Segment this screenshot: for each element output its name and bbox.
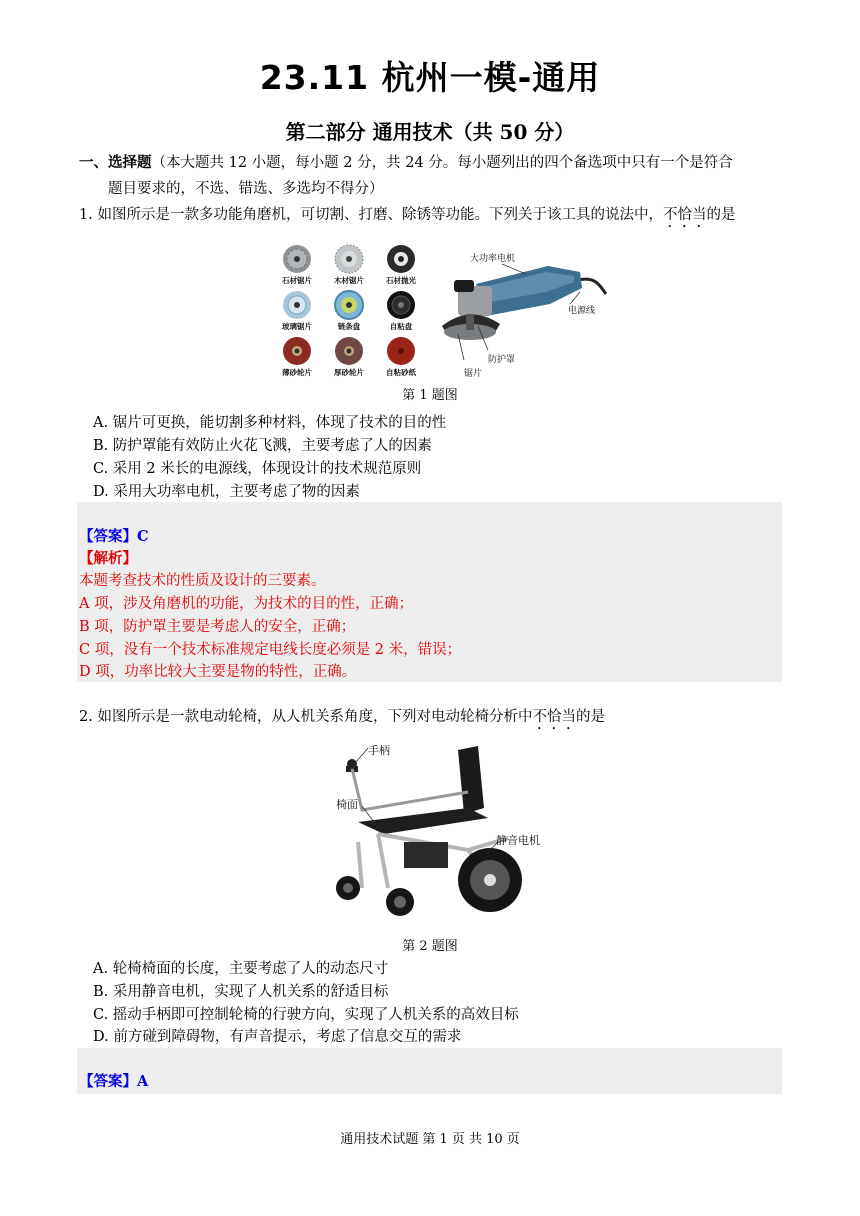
disc-label: 石材抛光 <box>386 276 416 285</box>
disc-label: 链条盘 <box>337 322 361 331</box>
wood-saw-disc-icon <box>335 245 363 273</box>
answer-value: C <box>137 528 149 545</box>
q1-stem-emphasis: 不恰当 <box>662 207 707 223</box>
q2-answer-box <box>77 1048 782 1094</box>
q2-option-d: D. 前方碰到障碍物，有声音提示，考虑了信息交互的需求 <box>93 1029 462 1045</box>
section-intro <box>79 152 733 174</box>
seat-label: 椅面 <box>336 798 358 811</box>
disc-grid-image <box>278 243 430 383</box>
q1-option-c: C. 采用 2 米长的电源线，体现设计的技术规范原则 <box>93 461 422 477</box>
q1-answer <box>79 526 149 548</box>
self-adhesive-disc-icon <box>387 291 415 319</box>
analysis-line: D 项，功率比较大主要是物的特性，正确。 <box>79 664 357 680</box>
q1-option-a: A. 锯片可更换，能切割多种材料，体现了技术的目的性 <box>93 415 447 431</box>
page-footer: 通用技术试题 第 1 页 共 10 页 <box>340 1132 520 1147</box>
q1-option-b: B. 防护罩能有效防止火花飞溅，主要考虑了人的因素 <box>93 438 432 454</box>
q1-option-d: D. 采用大功率电机，主要考虑了物的因素 <box>93 484 360 500</box>
q2-stem <box>79 706 605 733</box>
cord-label: 电源线 <box>568 306 596 316</box>
answer-label: 【答案】 <box>79 528 137 545</box>
answer-value: A <box>137 1073 149 1090</box>
q2-stem-emphasis: 不恰当 <box>532 709 576 725</box>
section-desc-line2: 题目要求的，不选、错选、多选均不得分） <box>108 181 384 197</box>
guard-label: 防护罩 <box>488 355 516 365</box>
q2-answer <box>79 1071 148 1093</box>
angle-grinder-figure <box>428 246 618 382</box>
glass-saw-disc-icon <box>283 291 311 319</box>
thin-grinding-disc-icon <box>283 337 311 365</box>
disc-label: 厚砂轮片 <box>334 368 364 377</box>
sanding-paper-disc-icon <box>387 337 415 365</box>
section-desc-line1: （本大题共 12 小题，每小题 2 分，共 24 分。每小题列出的四个备选项中只有一个是符合 <box>151 155 733 171</box>
disc-label: 自粘盘 <box>389 322 413 331</box>
q1-stem-text: 1. 如图所示是一款多功能角磨机，可切割、打磨、除锈等功能。下列关于该工具的说法中， <box>79 207 663 223</box>
q2-caption: 第 2 题图 <box>402 939 458 954</box>
q2-option-a: A. 轮椅椅面的长度，主要考虑了人的动态尺寸 <box>93 961 389 977</box>
q1-stem <box>79 204 735 231</box>
thick-grinding-disc-icon <box>335 337 363 365</box>
disc-label: 自粘砂纸 <box>386 368 416 377</box>
q1-stem-end: 的是 <box>706 207 736 223</box>
disc-label: 玻璃锯片 <box>282 322 312 331</box>
disc-label: 石材锯片 <box>282 276 312 285</box>
stone-polish-disc-icon <box>387 245 415 273</box>
q2-option-c: C. 摇动手柄即可控制轮椅的行驶方向，实现了人机关系的高效目标 <box>93 1007 519 1023</box>
q2-stem-text: 2. 如图所示是一款电动轮椅，从人机关系角度，下列对电动轮椅分析中 <box>79 709 533 725</box>
q1-disc-grid <box>278 243 430 383</box>
stone-saw-disc-icon <box>283 245 311 273</box>
analysis-line: B 项，防护罩主要是考虑人的安全，正确； <box>79 619 356 635</box>
blade-label: 锯片 <box>464 369 483 379</box>
answer-label: 【答案】 <box>79 1073 137 1090</box>
wheelchair-figure <box>318 738 558 924</box>
analysis-line: 本题考查技术的性质及设计的三要素。 <box>79 573 326 589</box>
disc-label: 薄砂轮片 <box>282 368 312 377</box>
q2-option-b: B. 采用静音电机，实现了人机关系的舒适目标 <box>93 984 389 1000</box>
page-subtitle: 第二部分 通用技术（共 50 分） <box>285 120 575 144</box>
analysis-line: C 项，没有一个技术标准规定电线长度必须是 2 米，错误； <box>79 642 462 658</box>
section-heading: 一、选择题 <box>79 154 152 171</box>
page-title: 23.11 杭州一模-通用 <box>259 58 601 97</box>
disc-label: 木材锯片 <box>334 276 364 285</box>
q2-stem-end: 的是 <box>575 709 605 725</box>
q1-caption: 第 1 题图 <box>402 388 458 403</box>
motor-label: 大功率电机 <box>470 254 516 264</box>
analysis-label: 【解析】 <box>79 550 137 567</box>
chain-disc-icon <box>335 291 363 319</box>
motor-label: 静音电机 <box>496 834 540 847</box>
analysis-line: A 项，涉及角磨机的功能，为技术的目的性，正确； <box>79 596 414 612</box>
handle-label: 手柄 <box>368 744 390 757</box>
wheelchair-icon <box>318 738 558 924</box>
